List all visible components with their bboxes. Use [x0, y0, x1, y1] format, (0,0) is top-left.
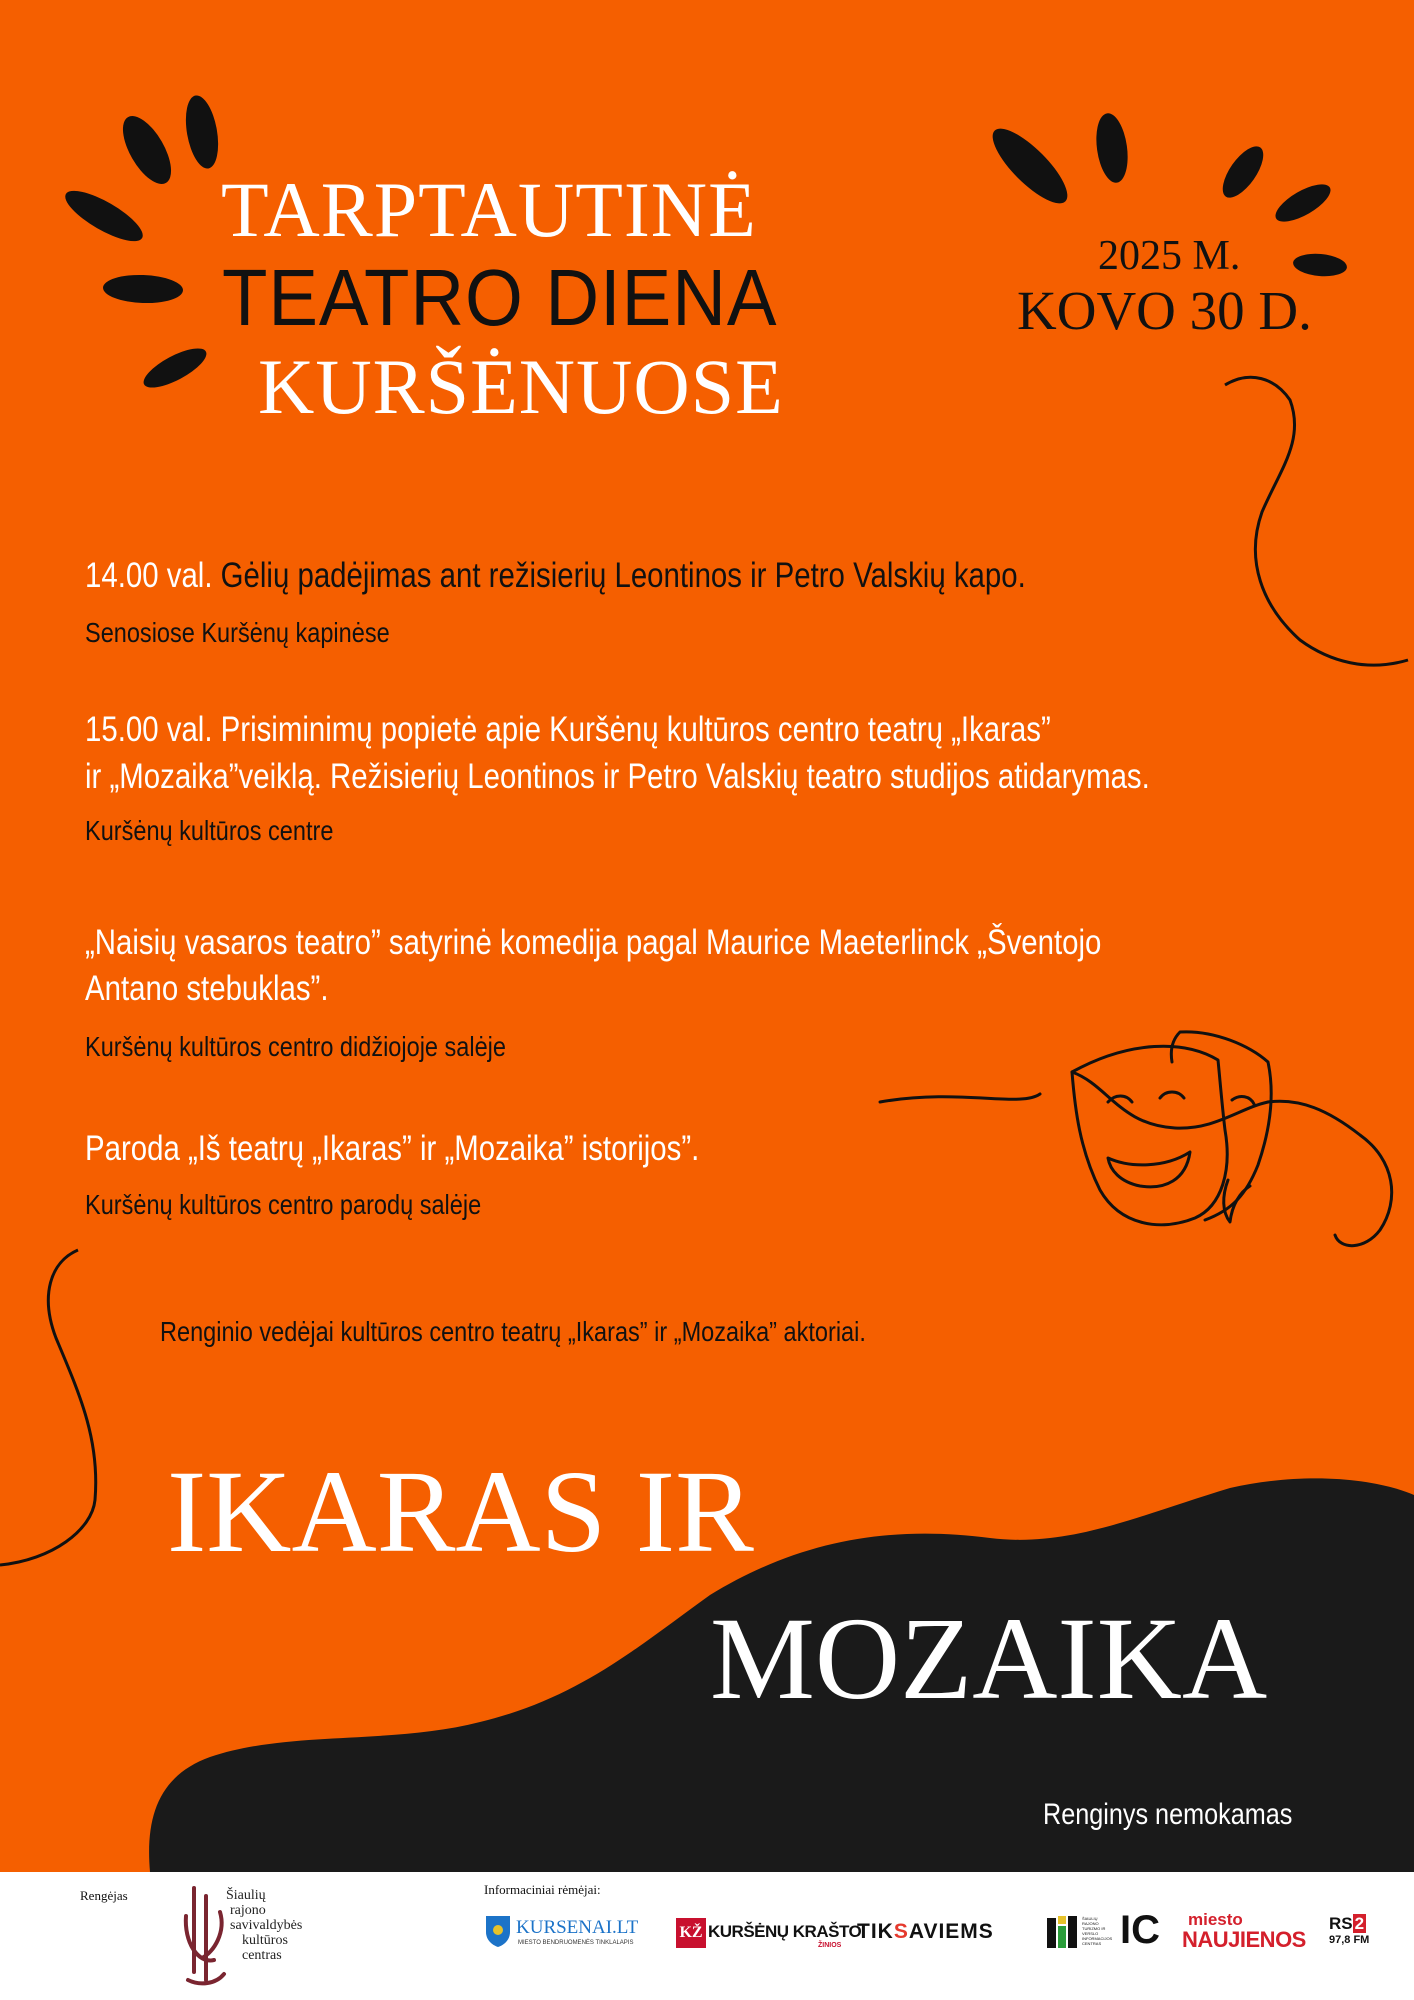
event-2-text: Prisiminimų popietė apie Kuršėnų kultūros centro teatrų „Ikaras” [212, 710, 1051, 749]
right-curve [1225, 377, 1408, 665]
kk-subtitle: ŽINIOS [818, 1942, 842, 1949]
event-1-location: Senosiose Kuršėnų kapinėse [85, 617, 390, 648]
organizer-label: Rengėjas [80, 1888, 128, 1903]
big-title-line-1: IKARAS IR [167, 1446, 754, 1577]
ic-mark-icon [1045, 1914, 1079, 1950]
date-day: KOVO 30 D. [1017, 280, 1312, 341]
rs2-logo [1329, 1914, 1366, 1934]
ic-small-line: ŠIAULIŲ [1082, 1916, 1098, 1921]
miesto-logo: miesto [1188, 1910, 1243, 1929]
kursenai-logo: KURSENAI.LT [516, 1917, 639, 1938]
ic-small-line: RAJONO [1082, 1921, 1099, 1926]
rs2-a: RS [1329, 1914, 1353, 1933]
hosts-note: Renginio vedėjai kultūros centro teatrų „Ikaras” ir „Mozaika” aktoriai. [160, 1316, 866, 1347]
event-1-text: Gėlių padėjimas ant režisierių Leontinos ir Petro Valskių kapo. [212, 556, 1026, 595]
ic-small-line: VERSLO [1082, 1931, 1099, 1936]
event-3-location: Kuršėnų kultūros centro didžiojoje salėje [85, 1031, 506, 1062]
event-3-text-2: Antano stebuklas”. [85, 969, 329, 1008]
ic-small-text [1082, 1916, 1112, 1946]
title-line-1: TARPTAUTINĖ [221, 166, 757, 253]
footer [0, 1872, 1414, 2000]
lyre-logo-icon [180, 1882, 230, 1992]
media-sponsors-label: Informaciniai rėmėjai: [484, 1882, 601, 1897]
organizer-name-line: rajono [230, 1903, 266, 1918]
event-4-location: Kuršėnų kultūros centro parodų salėje [85, 1189, 482, 1220]
organizer-name-line: Šiaulių [226, 1888, 266, 1903]
free-note: Renginys nemokamas [1043, 1798, 1293, 1831]
rs2-frequency: 97,8 FM [1329, 1934, 1370, 1946]
rs2-b: 2 [1354, 1914, 1365, 1933]
event-2-title [85, 710, 1051, 750]
kursenai-subtitle: MIESTO BENDRUOMENĖS TINKLALAPIS [518, 1940, 634, 1946]
coat-of-arms-icon [484, 1914, 512, 1948]
event-2-location: Kuršėnų kultūros centre [85, 815, 334, 846]
event-1-title [85, 556, 1026, 596]
title-line-2: TEATRO DIENA [222, 253, 778, 342]
organizer-name [226, 1888, 302, 1963]
event-1-time: 14.00 val. [85, 556, 213, 595]
theatre-masks-icon [880, 1032, 1392, 1246]
kk-name: KURŠĖNŲ KRAŠTO [708, 1922, 862, 1941]
ic-small-line: INFORMACIJOS [1082, 1936, 1113, 1941]
event-3-text: „Naisių vasaros teatro” satyrinė komedija pagal Maurice Maeterlinck „Šventojo [85, 923, 1102, 962]
ic-small-line: CENTRAS [1082, 1941, 1102, 1946]
ic-logo: IC [1120, 1908, 1160, 1952]
splash-left-icon [59, 93, 223, 395]
event-2-time: 15.00 val. [85, 710, 213, 749]
naujienos-logo: NAUJIENOS [1182, 1927, 1306, 1952]
organizer-name-line: centras [242, 1948, 282, 1963]
big-title-line-2: MOZAIKA [710, 1593, 1268, 1724]
event-4-text: Paroda „Iš teatrų „Ikaras” ir „Mozaika” istorijos”. [85, 1129, 700, 1168]
left-curve [0, 1250, 96, 1565]
tiksaviems-a: TIK [857, 1920, 894, 1943]
ic-small-line: TURIZMO IR [1082, 1926, 1106, 1931]
date-year: 2025 M. [1098, 233, 1241, 279]
tiksaviems-b: S [893, 1920, 909, 1943]
title-line-3: KURŠĖNUOSE [258, 343, 784, 430]
kk-badge: KŽ [676, 1918, 706, 1948]
tiksaviems-c: AVIEMS [908, 1920, 994, 1943]
tiksaviems-logo [857, 1920, 994, 1944]
event-2-text-2: ir „Mozaika”veiklą. Režisierių Leontinos ir Petro Valskių teatro studijos atidarymas. [85, 757, 1150, 796]
organizer-name-line: savivaldybės [230, 1918, 303, 1933]
organizer-name-line: kultūros [242, 1933, 288, 1948]
